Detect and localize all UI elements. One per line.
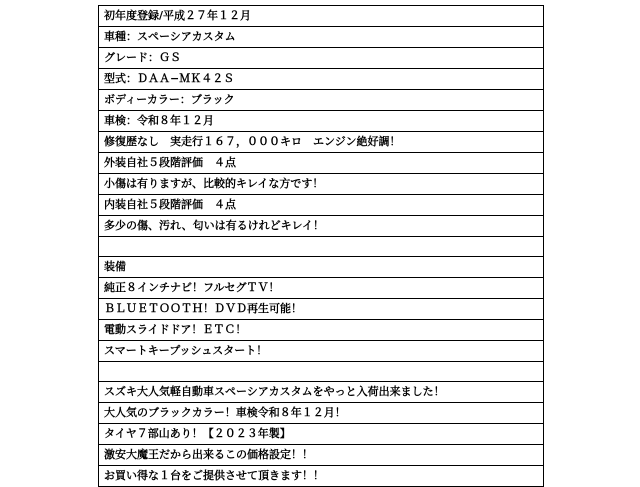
table-row xyxy=(99,320,544,341)
table-cell: 内装自社５段階評価 ４点 xyxy=(99,195,544,216)
table-row xyxy=(99,424,544,445)
table-row xyxy=(99,216,544,237)
table-cell: 多少の傷、汚れ、匂いは有るけれどキレイ！ xyxy=(99,216,544,237)
table-cell: 装備 xyxy=(99,257,544,278)
table-row-empty xyxy=(99,237,544,257)
table-cell: 大人気のブラックカラー！車検令和８年１２月！ xyxy=(99,403,544,424)
table-cell: 型式：ＤＡＡ−ＭＫ４２Ｓ xyxy=(99,69,544,90)
table-row xyxy=(99,195,544,216)
table-cell: 激安大魔王だから出来るこの価格設定！！ xyxy=(99,445,544,466)
table-cell: ボディーカラー：ブラック xyxy=(99,90,544,111)
table-row-empty xyxy=(99,362,544,382)
table-row xyxy=(99,69,544,90)
table-row xyxy=(99,257,544,278)
spec-table-body xyxy=(99,6,544,487)
table-cell: 車種：スペーシアカスタム xyxy=(99,27,544,48)
table-cell: 車検：令和８年１２月 xyxy=(99,111,544,132)
table-row xyxy=(99,445,544,466)
table-row xyxy=(99,153,544,174)
table-cell xyxy=(99,237,544,257)
table-cell: 修復歴なし 実走行１６７，０００キロ エンジン絶好調！ xyxy=(99,132,544,153)
table-cell: お買い得な１台をご提供させて頂きます！！ xyxy=(99,466,544,487)
vehicle-spec-table xyxy=(98,5,544,487)
table-cell: 小傷は有りますが、比較的キレイな方です！ xyxy=(99,174,544,195)
table-cell: タイヤ７部山あり！【２０２３年製】 xyxy=(99,424,544,445)
table-cell: スマートキープッシュスタート！ xyxy=(99,341,544,362)
table-row xyxy=(99,403,544,424)
table-cell: 電動スライドドア！ＥＴＣ！ xyxy=(99,320,544,341)
table-row xyxy=(99,90,544,111)
table-row xyxy=(99,6,544,27)
table-cell: グレード：ＧＳ xyxy=(99,48,544,69)
table-cell: 純正８インチナビ！フルセグＴＶ！ xyxy=(99,278,544,299)
table-row xyxy=(99,111,544,132)
table-cell: 外装自社５段階評価 ４点 xyxy=(99,153,544,174)
table-row xyxy=(99,174,544,195)
table-row xyxy=(99,341,544,362)
table-row xyxy=(99,132,544,153)
table-cell: ＢＬＵＥＴＯＯＴＨ！ＤＶＤ再生可能！ xyxy=(99,299,544,320)
table-row xyxy=(99,48,544,69)
table-cell xyxy=(99,362,544,382)
table-row xyxy=(99,466,544,487)
table-row xyxy=(99,382,544,403)
table-cell: スズキ大人気軽自動車スペーシアカスタムをやっと入荷出来ました！ xyxy=(99,382,544,403)
table-cell: 初年度登録/平成２７年１２月 xyxy=(99,6,544,27)
table-row xyxy=(99,278,544,299)
table-row xyxy=(99,299,544,320)
table-row xyxy=(99,27,544,48)
